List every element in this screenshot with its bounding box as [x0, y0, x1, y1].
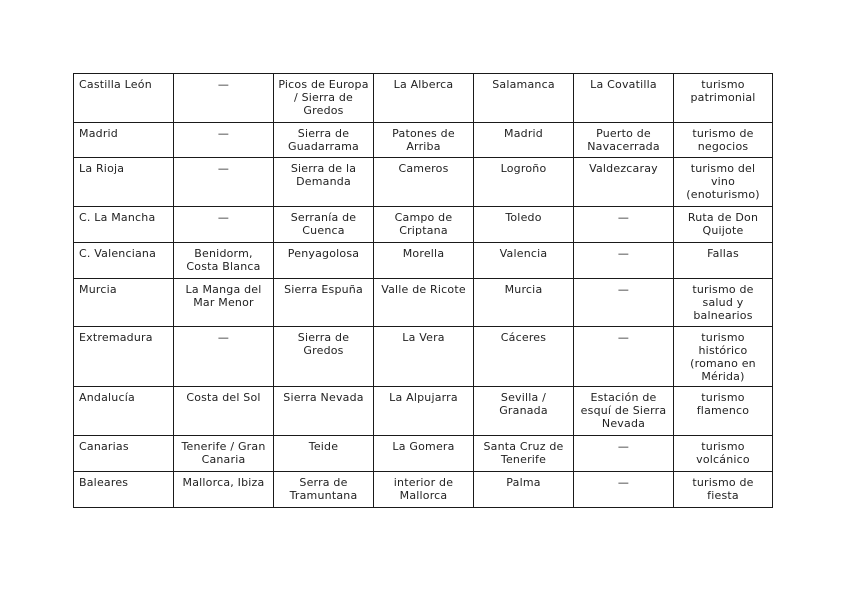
table-cell: Sierra de Guadarrama [274, 123, 374, 158]
table-cell: La Manga del Mar Menor [174, 279, 274, 327]
table-row [74, 279, 773, 327]
region-cell: Andalucía [74, 387, 174, 436]
table-cell: Valencia [474, 243, 574, 279]
region-cell: C. Valenciana [74, 243, 174, 279]
table-row [74, 327, 773, 387]
table-cell: Logroño [474, 158, 574, 207]
table-cell: turismo patrimonial [674, 74, 773, 123]
table-cell: Cáceres [474, 327, 574, 387]
region-cell: Extremadura [74, 327, 174, 387]
table-cell: — [574, 327, 674, 387]
table-cell: turismo volcánico [674, 436, 773, 472]
table-cell: Costa del Sol [174, 387, 274, 436]
table-cell: Teide [274, 436, 374, 472]
table-cell: turismo del vino (enoturismo) [674, 158, 773, 207]
table-cell: La Alpujarra [374, 387, 474, 436]
region-cell: Canarias [74, 436, 174, 472]
table-cell: Salamanca [474, 74, 574, 123]
table-cell: — [574, 279, 674, 327]
region-cell: La Rioja [74, 158, 174, 207]
table-cell: Sierra de la Demanda [274, 158, 374, 207]
table-cell: — [574, 472, 674, 508]
tourism-table [73, 73, 773, 508]
table-cell: La Gomera [374, 436, 474, 472]
table-cell: turismo de fiesta [674, 472, 773, 508]
table-cell: Sevilla / Granada [474, 387, 574, 436]
table-row [74, 387, 773, 436]
table-cell: Serra de Tramuntana [274, 472, 374, 508]
table-cell: Campo de Criptana [374, 207, 474, 243]
table-cell: — [574, 436, 674, 472]
region-cell: Castilla León [74, 74, 174, 123]
table-row [74, 436, 773, 472]
table-cell: Santa Cruz de Tenerife [474, 436, 574, 472]
table-cell: — [174, 327, 274, 387]
region-cell: Murcia [74, 279, 174, 327]
table-row [74, 207, 773, 243]
table-cell: Mallorca, Ibiza [174, 472, 274, 508]
table-cell: — [574, 243, 674, 279]
table-body [74, 74, 773, 508]
table-cell: turismo histórico (romano en Mérida) [674, 327, 773, 387]
table-cell: Madrid [474, 123, 574, 158]
table-cell: Toledo [474, 207, 574, 243]
table-row [74, 74, 773, 123]
region-cell: Baleares [74, 472, 174, 508]
table-cell: interior de Mallorca [374, 472, 474, 508]
table-cell: — [174, 123, 274, 158]
table-cell: — [574, 207, 674, 243]
table-cell: Ruta de Don Quijote [674, 207, 773, 243]
region-cell: Madrid [74, 123, 174, 158]
table-cell: Cameros [374, 158, 474, 207]
table-cell: — [174, 158, 274, 207]
table-cell: turismo flamenco [674, 387, 773, 436]
table-cell: Serranía de Cuenca [274, 207, 374, 243]
table-cell: Tenerife / Gran Canaria [174, 436, 274, 472]
table-cell: Valdezcaray [574, 158, 674, 207]
table-cell: turismo de negocios [674, 123, 773, 158]
table-cell: Puerto de Navacerrada [574, 123, 674, 158]
table-cell: Sierra de Gredos [274, 327, 374, 387]
table-cell: Estación de esquí de Sierra Nevada [574, 387, 674, 436]
table-cell: La Alberca [374, 74, 474, 123]
table-row [74, 243, 773, 279]
table-cell: turismo de salud y balnearios [674, 279, 773, 327]
table-row [74, 158, 773, 207]
table-cell: Penyagolosa [274, 243, 374, 279]
table-cell: Picos de Europa / Sierra de Gredos [274, 74, 374, 123]
table-cell: Patones de Arriba [374, 123, 474, 158]
table-cell: La Covatilla [574, 74, 674, 123]
table-cell: Fallas [674, 243, 773, 279]
table-cell: — [174, 74, 274, 123]
table-cell: Murcia [474, 279, 574, 327]
table-row [74, 472, 773, 508]
table-cell: Benidorm, Costa Blanca [174, 243, 274, 279]
table-cell: — [174, 207, 274, 243]
table-cell: Palma [474, 472, 574, 508]
table-cell: Sierra Nevada [274, 387, 374, 436]
table-cell: La Vera [374, 327, 474, 387]
table-cell: Valle de Ricote [374, 279, 474, 327]
table-cell: Morella [374, 243, 474, 279]
table-row [74, 123, 773, 158]
region-cell: C. La Mancha [74, 207, 174, 243]
table-cell: Sierra Espuña [274, 279, 374, 327]
